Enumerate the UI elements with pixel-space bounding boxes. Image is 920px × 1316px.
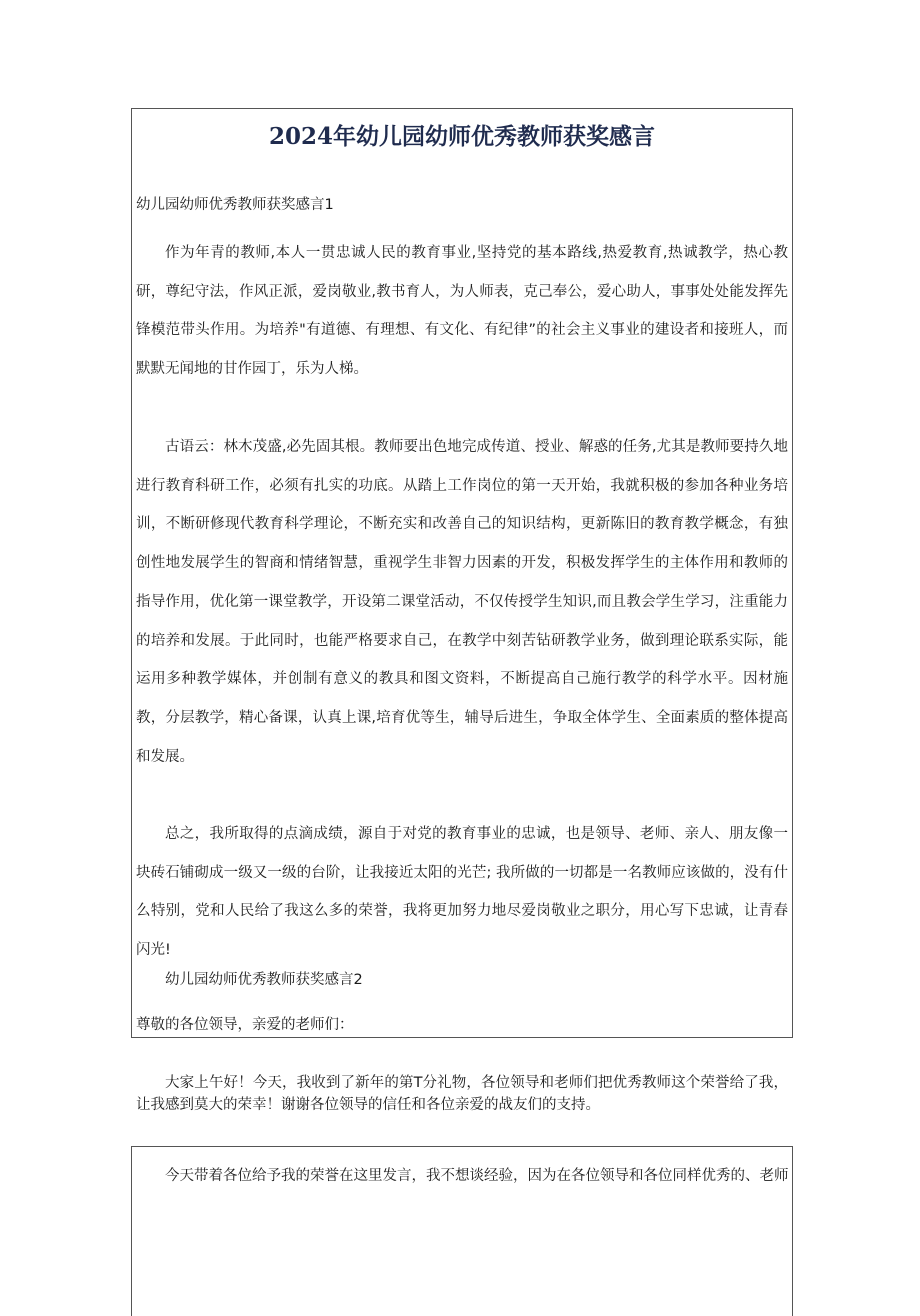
document-title: 2024年幼儿园幼师优秀教师获奖感言	[268, 123, 655, 150]
paragraph-1: 作为年青的教师,本人一贯忠诚人民的教育事业,坚持党的基本路线,热爱教育,热诚教学，热心教研，尊纪守法，作风正派，爱岗敬业,教书育人，为人师表，克己奉公，爱心助人，事事处处能发挥先锋模范带头作用。为培养"有道德、有理想、有文化、有纪律”的社会主义事业的建设者和接班人，而默默无闻地的甘作园丁，乐为人梯。	[136, 245, 788, 378]
section-heading-1: 幼儿园幼师优秀教师获奖感言1	[136, 197, 334, 213]
section-heading-2: 幼儿园幼师优秀教师获奖感言2	[165, 972, 363, 988]
paragraph-3: 总之，我所取得的点滴成绩，源自于对党的教育事业的忠诚，也是领导、老师、亲人、朋友像一块砖石铺砌成一级又一级的台阶，让我接近太阳的光芒; 我所做的一切都是一名教师应该做的，没有什么特别，党和人民给了我这么多的荣誉，我将更加努力地尽爱岗敬业之职分，用心写下忠诚，让青春闪光!	[136, 826, 788, 959]
paragraph-last: 今天带着各位给予我的荣誉在这里发言，我不想谈经验，因为在各位领导和各位同样优秀的、老师	[165, 1168, 788, 1184]
salutation: 尊敬的各位领导，亲爱的老师们：	[136, 1017, 354, 1033]
greeting-paragraph: 大家上午好！今天，我收到了新年的第T分礼物，各位领导和老师们把优秀教师这个荣誉给了我，让我感到莫大的荣幸！谢谢各位领导的信任和各位亲爱的战友们的支持。	[136, 1075, 788, 1113]
paragraph-2: 古语云：林木茂盛,必先固其根。教师要出色地完成传道、授业、解惑的任务,尤其是教师要持久地进行教育科研工作，必须有扎实的功底。从踏上工作岗位的第一天开始，我就积极的参加各种业务培训，不断研修现代教育科学理论，不断充实和改善自己的知识结构，更新陈旧的教育教学概念，有独创性地发展学生的智商和情绪智慧，重视学生非智力因素的开发，积极发挥学生的主体作用和教师的指导作用，优化第一课堂教学，开设第二课堂活动，不仅传授学生知识,而且教会学生学习，注重能力的培养和发展。于此同时，也能严格要求自己，在教学中刻苦钻研教学业务，做到理论联系实际，能运用多种教学媒体，并创制有意义的教具和图文资料，不断提高自己施行教学的科学水平。因材施教，分层教学，精心备课，认真上课,培育优等生，辅导后进生，争取全体学生、全面素质的整体提高和发展。	[136, 439, 788, 765]
